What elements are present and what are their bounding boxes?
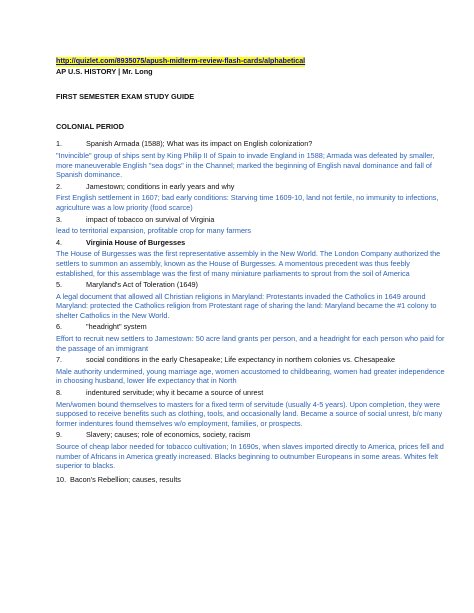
- question-text: Jamestown; conditions in early years and why: [86, 181, 235, 191]
- question-number: 2.: [56, 181, 63, 191]
- question-text: Bacon's Rebellion; causes, results: [70, 474, 181, 484]
- question-text: Virginia House of Burgesses: [86, 237, 186, 247]
- question-number: 1.: [56, 139, 63, 149]
- question-item-10: [56, 475, 446, 485]
- question-text: Spanish Armada (1588); What was its impact on English colonization?: [86, 139, 313, 149]
- question-item-9: [56, 430, 446, 440]
- question-item-7: [56, 355, 446, 365]
- question-item-3: [56, 215, 446, 225]
- question-text: impact of tobacco on survival of Virginia: [86, 214, 215, 224]
- quizlet-link[interactable]: http://quizlet.com/8935075/apush-midterm-review-flash-cards/alphabetical: [56, 57, 306, 65]
- guide-title: FIRST SEMESTER EXAM STUDY GUIDE: [56, 92, 195, 102]
- question-item-4: [56, 238, 446, 248]
- section-heading: COLONIAL PERIOD: [56, 121, 124, 131]
- answer-text: Men/women bound themselves to masters for a fixed term of servitude (usually 4-5 years). Upon completion, they were supposed to receive benefits such as clothing, tools, and occasionally land. Became a source of social unrest, b/c many former indentures found themselves w/o employment, families, or prospects.: [56, 399, 443, 428]
- page-content: [56, 56, 446, 484]
- question-item-1: [56, 139, 446, 149]
- question-item-5: [56, 280, 446, 290]
- answer-text: lead to territorial expansion, profitable crop for many farmers: [56, 226, 252, 236]
- quizlet-link-line: [56, 56, 446, 67]
- answer-text: "Invincible" group of ships sent by King Philip II of Spain to invade England in 1588; Armada was defeated by smaller, more maneuverable English "sea dogs" in the Channel; marked the beginning of English naval dominance and fall of Spanish dominance.: [56, 150, 435, 180]
- question-list: [56, 139, 446, 484]
- question-text: social conditions in the early Chesapeake; Life expectancy in northern colonies vs. Chesapeake: [86, 355, 396, 365]
- question-text: Maryland's Act of Toleration (1649): [86, 280, 198, 290]
- question-number: 3.: [56, 214, 63, 224]
- question-number: 6.: [56, 322, 63, 332]
- question-number: 8.: [56, 388, 63, 398]
- question-item-6: [56, 322, 446, 332]
- answer-text: Male authority undermined, young marriage age, women accustomed to childbearing, women had greater independence in choosing husband, lower life expectancy that in North: [56, 366, 445, 386]
- question-number: 5.: [56, 280, 63, 290]
- question-number: 10.: [56, 474, 67, 484]
- answer-text: The House of Burgesses was the first representative assembly in the New World. The London Company authorized the settlers to summon an assembly, known as the House of Burgesses. A momentous precedent was thus feebly established, for this assemblage was the first of many miniature parliaments to sprout from the soil of America: [56, 249, 441, 278]
- answer-text: First English settlement in 1607; bad early conditions: Starving time 1609-10, land not fertile, no immunity to infections, agriculture was a low priority (food scarce): [56, 193, 439, 212]
- question-text: indentured servitude; why it became a source of unrest: [86, 388, 264, 398]
- question-number: 4.: [56, 237, 63, 247]
- question-number: 9.: [56, 430, 63, 440]
- question-text: "headright" system: [86, 322, 147, 332]
- question-number: 7.: [56, 355, 63, 365]
- answer-text: Source of cheap labor needed for tobacco cultivation; In 1690s, when slaves imported directly to America, prices fell and number of Africans in America greatly increased. Blacks beginning to outnumber Europeans in some areas. Whites felt superior to blacks.: [56, 442, 444, 471]
- course-title: AP U.S. HISTORY | Mr. Long: [56, 66, 153, 76]
- question-item-2: [56, 182, 446, 192]
- answer-text: Effort to recruit new settlers to Jamestown: 50 acre land grants per person, and a headright for each person who paid for the passage of an immigrant: [56, 334, 445, 353]
- answer-text: A legal document that allowed all Christian religions in Maryland: Protestants invaded the Catholics in 1649 around Maryland: protected the Catholics religion from Protestant rage of sharing the land: Maryland became the #1 colony to shelter Catholics in the New World.: [56, 291, 437, 320]
- question-item-8: [56, 388, 446, 398]
- question-text: Slavery; causes; role of economics, society, racism: [86, 430, 251, 440]
